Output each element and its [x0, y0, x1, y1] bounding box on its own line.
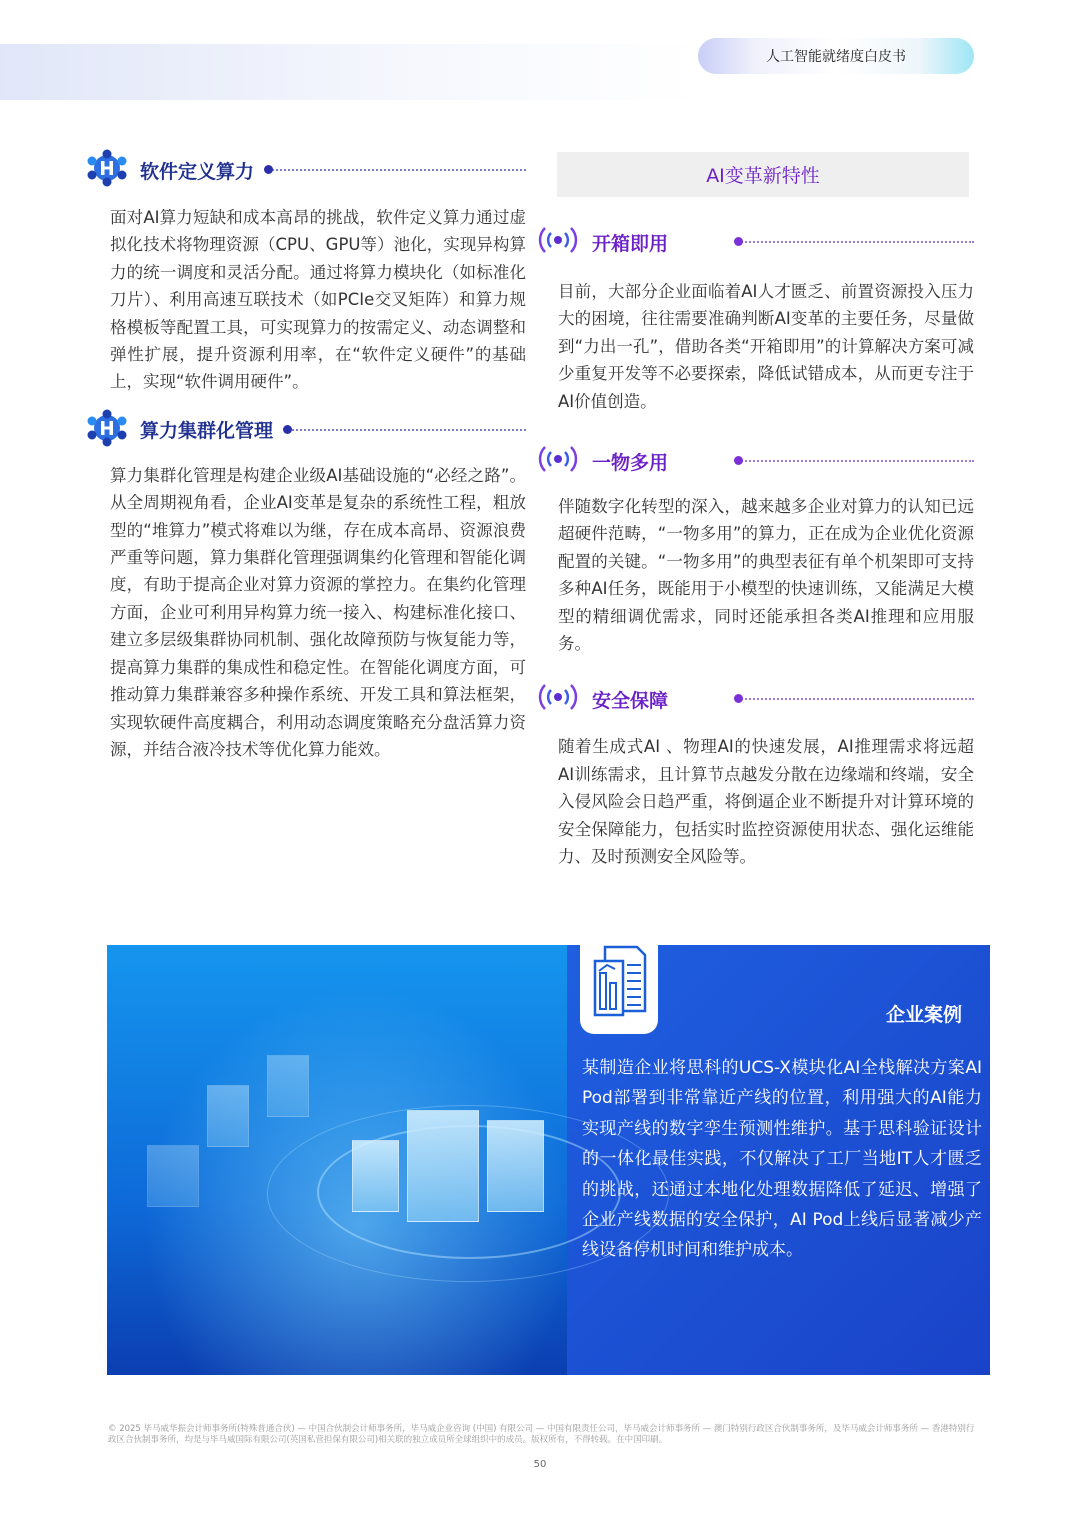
- signal-broadcast-icon: [536, 444, 580, 478]
- section-title-cluster-management: [86, 410, 526, 450]
- page-number: 50: [533, 1459, 547, 1470]
- dotted-divider: [738, 698, 974, 700]
- server-rack-graphic: [147, 1145, 199, 1207]
- dotted-divider: [738, 460, 974, 462]
- hub-network-icon: [86, 148, 128, 192]
- server-rack-graphic: [407, 1110, 479, 1222]
- dotted-divider: [287, 429, 526, 431]
- left-column: [86, 150, 526, 763]
- signal-broadcast-icon: [536, 682, 580, 716]
- hub-network-icon: [86, 408, 128, 452]
- copyright-note: © 2025 毕马威华振会计师事务所(特殊普通合伙) — 中国合伙制会计师事务所，毕马威企业咨询 (中国) 有限公司 — 中国有限责任公司，毕马威会计师事务所 — 澳门特别行政区合伙制事务所，及毕马威会计师事务所 — 香港特别行政区合伙制事务所，均是与毕马威国际有限公司(英国私营担保有限公司)相关联的独立成员所全球组织中的成员。版权所有，不得转载。在中国印刷。: [108, 1424, 975, 1445]
- case-body: 某制造企业将思科的UCS-X模块化AI全栈解决方案AI Pod部署到非常靠近产线的位置，利用强大的AI能力实现产线的数字孪生预测性维护。基于思科验证设计的一体化最佳实践，不仅解决了工厂当地IT人才匮乏的挑战，还通过本地化处理数据降低了延迟、增强了企业产线数据的安全保护，AI Pod上线后显著减少产线设备停机时间和维护成本。: [582, 1058, 982, 1261]
- section-title-text: 算力集群化管理: [140, 420, 274, 443]
- section-body: 伴随数字化转型的深入，越来越多企业对算力的认知已远超硬件范畴，“一物多用”的算力，正在成为企业优化资源配置的关键。“一物多用”的典型表征有单个机架即可支持多种AI任务，既能用于小模型的快速训练，又能满足大模型的精细调优需求，同时还能承担各类AI推理和应用服务。: [558, 497, 974, 654]
- case-title: 企业案例: [886, 1004, 963, 1026]
- signal-broadcast-icon: [536, 225, 580, 259]
- section-title-out-of-box: [536, 222, 974, 262]
- header-band: [0, 44, 700, 100]
- server-rack-graphic: [487, 1120, 544, 1212]
- section-title-text: 开箱即用: [592, 232, 669, 255]
- section-body: 随着生成式AI 、物理AI的快速发展，AI推理需求将远超AI训练需求，且计算节点越发分散在边缘端和终端，安全入侵风险会日趋严重，将倒逼企业不断提升对计算环境的安全保障能力，包括实时监控资源使用状态、强化运维能力、及时预测安全风险等。: [558, 737, 974, 867]
- document-title-pill: [698, 38, 974, 74]
- section-title-text: 一物多用: [592, 451, 669, 474]
- section-title-text: 软件定义算力: [140, 160, 255, 183]
- section-title-security: [536, 679, 974, 719]
- document-title: 人工智能就绪度白皮书: [766, 49, 906, 65]
- section-title-software-defined: [86, 150, 526, 190]
- dotted-divider: [738, 241, 974, 243]
- section-title-multi-use: [536, 441, 974, 481]
- section-title-text: 安全保障: [592, 689, 669, 712]
- feature-banner: [557, 152, 969, 197]
- section-body: 面对AI算力短缺和成本高昂的挑战，软件定义算力通过虚拟化技术将物理资源（CPU、GPU等）池化，实现异构算力的统一调度和灵活分配。通过将算力模块化（如标准化刀片）、利用高速互联技术（如PCIe交叉矩阵）和算力规格模板等配置工具，可实现算力的按需定义、动态调整和弹性扩展，提升资源利用率，在“软件定义硬件”的基础上，实现“软件调用硬件”。: [110, 208, 526, 392]
- server-rack-graphic: [352, 1140, 399, 1212]
- section-body: 目前，大部分企业面临着AI人才匮乏、前置资源投入压力大的困境，往往需要准确判断AI变革的主要任务，尽量做到“力出一孔”，借助各类“开箱即用”的计算解决方案可减少重复开发等不必要探索，降低试错成本，从而更专注于AI价值创造。: [558, 282, 974, 411]
- feature-banner-label: AI变革新特性: [706, 165, 820, 187]
- document-chart-icon: [589, 943, 649, 1021]
- server-rack-graphic: [267, 1055, 309, 1117]
- dotted-divider: [268, 169, 526, 171]
- case-card-tab: [580, 930, 658, 1034]
- right-column: [536, 222, 974, 871]
- server-rack-graphic: [207, 1085, 249, 1147]
- section-body: 算力集群化管理是构建企业级AI基础设施的“必经之路”。从全周期视角看，企业AI变革是复杂的系统性工程，粗放型的“堆算力”模式将难以为继，存在成本高昂、资源浪费严重等问题，算力集群化管理强调集约化管理和智能化调度，有助于提高企业对算力资源的掌控力。在集约化管理方面，企业可利用异构算力统一接入、构建标准化接口、建立多层级集群协同机制、强化故障预防与恢复能力等，提高算力集群的集成性和稳定性。在智能化调度方面，可推动算力集群兼容多种操作系统、开发工具和算法框架，实现软硬件高度耦合，利用动态调度策略充分盘活算力资源，并结合液冷技术等优化算力能效。: [110, 465, 526, 759]
